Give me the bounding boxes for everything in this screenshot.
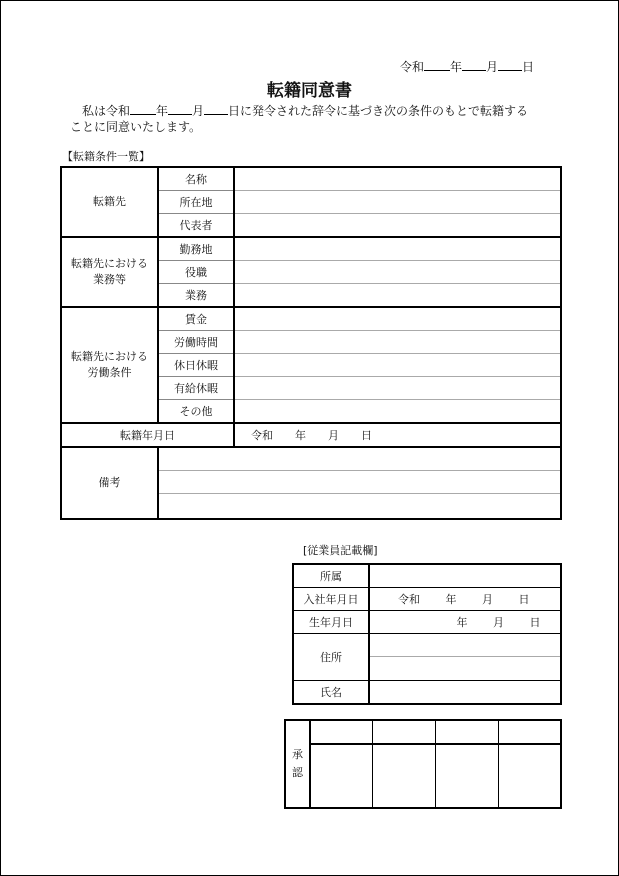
item-label: 業務 <box>158 284 234 308</box>
item-label: その他 <box>158 400 234 424</box>
birth-date-label: 生年月日 <box>293 611 369 634</box>
entry-field[interactable] <box>234 377 561 400</box>
approval-stamp-cell[interactable] <box>310 744 373 808</box>
name-field[interactable] <box>369 681 561 705</box>
approval-stamp-cell[interactable] <box>373 744 436 808</box>
join-date-field[interactable]: 令和 年 月 日 <box>369 588 561 611</box>
conditions-section-label: 【転籍条件一覧】 <box>62 150 150 163</box>
date-era: 令和 <box>400 60 425 74</box>
approval-label: 承 認 <box>285 720 310 808</box>
entry-field[interactable] <box>234 331 561 354</box>
item-label: 役職 <box>158 261 234 284</box>
date-year-label: 年 <box>450 60 463 74</box>
conditions-table <box>60 166 562 520</box>
approval-header-cell[interactable] <box>373 720 436 744</box>
join-date-label: 入社年月日 <box>293 588 369 611</box>
affiliation-field[interactable] <box>369 564 561 588</box>
group-label-working-conditions: 転籍先における 労働条件 <box>61 307 158 423</box>
address-field[interactable] <box>369 634 561 681</box>
entry-field[interactable] <box>234 307 561 331</box>
item-label: 有給休暇 <box>158 377 234 400</box>
affiliation-label: 所属 <box>293 564 369 588</box>
entry-field[interactable] <box>234 354 561 377</box>
item-label: 賃金 <box>158 307 234 331</box>
intro-line-2: ことに同意いたします。 <box>70 120 202 134</box>
address-label: 住所 <box>293 634 369 681</box>
approval-header-cell[interactable] <box>436 720 499 744</box>
item-label: 勤務地 <box>158 237 234 261</box>
item-label: 労働時間 <box>158 331 234 354</box>
entry-field[interactable] <box>234 237 561 261</box>
page-title: 転籍同意書 <box>267 81 352 101</box>
approval-stamp-cell[interactable] <box>498 744 561 808</box>
item-label: 名称 <box>158 167 234 191</box>
employee-table <box>292 563 562 705</box>
intro-line-1: 私は令和 年 月 日に発令された辞令に基づき次の条件のもとで転籍する <box>82 104 529 118</box>
approval-header-cell[interactable] <box>498 720 561 744</box>
approval-stamp-cell[interactable] <box>436 744 499 808</box>
item-label: 所在地 <box>158 191 234 214</box>
document-date <box>400 58 534 75</box>
item-label: 代表者 <box>158 214 234 238</box>
birth-date-field[interactable]: 年 月 日 <box>369 611 561 634</box>
group-label-transfer-destination: 転籍先 <box>61 167 158 237</box>
remarks-field[interactable] <box>158 447 561 519</box>
transfer-date-field[interactable]: 令和 年 月 日 <box>234 423 561 447</box>
entry-field[interactable] <box>234 167 561 191</box>
group-label-duties: 転籍先における 業務等 <box>61 237 158 307</box>
date-day-label: 日 <box>522 60 535 74</box>
entry-field[interactable] <box>234 261 561 284</box>
date-month-label: 月 <box>486 60 499 74</box>
entry-field[interactable] <box>234 191 561 214</box>
entry-field[interactable] <box>234 400 561 424</box>
approval-table <box>284 719 562 809</box>
entry-field[interactable] <box>234 214 561 238</box>
name-label: 氏名 <box>293 681 369 705</box>
employee-section-label: [従業員記載欄] <box>303 544 378 557</box>
entry-field[interactable] <box>234 284 561 308</box>
item-label: 休日休暇 <box>158 354 234 377</box>
transfer-date-label: 転籍年月日 <box>61 423 234 447</box>
remarks-label: 備考 <box>61 447 158 519</box>
approval-header-cell[interactable] <box>310 720 373 744</box>
